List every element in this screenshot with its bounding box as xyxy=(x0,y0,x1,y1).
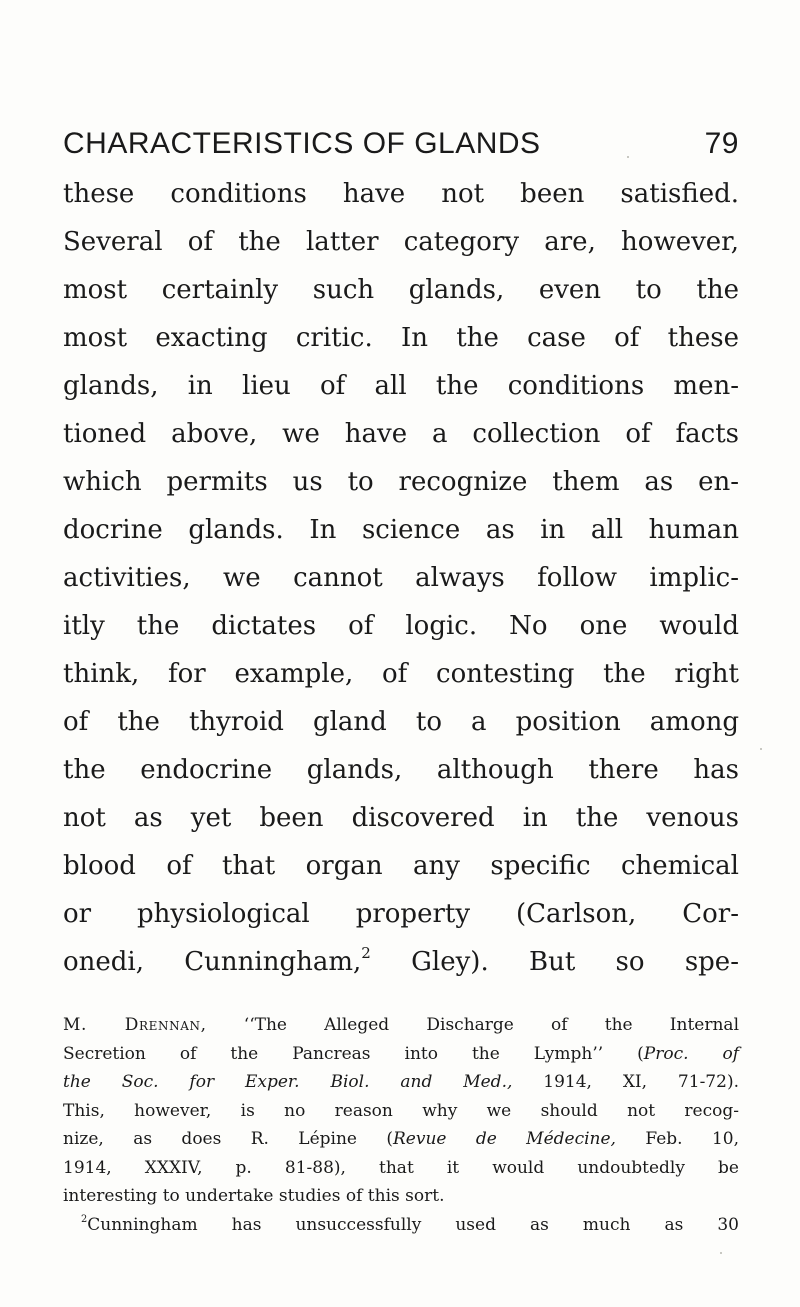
footnote-text: nize, as does R. Lépine ( xyxy=(63,1129,393,1149)
body-text xyxy=(63,170,739,986)
body-line: not as yet been discovered in the venous xyxy=(63,803,739,833)
journal-title: Proc. of xyxy=(643,1043,740,1064)
footnote-text: Secretion of the Pancreas into the Lymph’’ ( xyxy=(63,1043,644,1064)
journal-title: the Soc. for Exper. Biol. and Med., xyxy=(63,1072,513,1092)
footnote-line xyxy=(63,1068,739,1097)
paper-speck xyxy=(627,156,629,158)
footnote-text: ‘‘The Alleged Discharge of the Internal xyxy=(206,1015,740,1035)
footnote-text: Feb. 10, xyxy=(615,1129,739,1149)
body-text-segment: Gley). But so spe- xyxy=(370,947,739,977)
footnote-line xyxy=(63,1040,739,1069)
footnotes xyxy=(63,1011,739,1239)
body-line: most certainly such glands, even to the xyxy=(63,275,739,305)
body-line: of the thyroid gland to a position among xyxy=(63,707,739,737)
footnote-reference-2: 2 xyxy=(361,943,371,962)
footnote-text: Cunningham has unsuccessfully used as much as 30 xyxy=(87,1214,739,1235)
paper-speck xyxy=(720,1252,722,1254)
body-line-with-footnote-ref xyxy=(63,938,739,986)
body-line: or physiological property (Carlson, Cor- xyxy=(63,899,739,929)
body-line: these conditions have not been satisfied. xyxy=(63,179,739,209)
body-line: docrine glands. In science as in all human xyxy=(63,515,739,545)
running-head-title: CHARACTERISTICS OF GLANDS xyxy=(63,127,541,160)
running-head xyxy=(63,124,739,164)
footnote-2 xyxy=(63,1211,739,1240)
footnote-line xyxy=(63,1011,739,1040)
body-line: the endocrine glands, although there has xyxy=(63,755,739,785)
body-line: think, for example, of contesting the right xyxy=(63,659,739,689)
footnote-author: M. Drennan, xyxy=(63,1015,207,1035)
body-line: which permits us to recognize them as en- xyxy=(63,467,739,497)
footnote-line: 1914, XXXIV, p. 81-88), that it would undoubtedly be xyxy=(63,1157,739,1178)
footnote-text: 1914, XI, 71-72). xyxy=(512,1072,739,1092)
body-line: Several of the latter category are, however, xyxy=(63,227,739,257)
body-line: blood of that organ any specific chemical xyxy=(63,851,739,881)
footnote-line xyxy=(63,1125,739,1154)
footnote-marker-2: 2 xyxy=(81,1213,88,1225)
body-line: activities, we cannot always follow implic- xyxy=(63,563,739,593)
footnote-line: This, however, is no reason why we should not recog- xyxy=(63,1100,739,1121)
body-text-segment: onedi, Cunningham, xyxy=(63,947,362,977)
body-line: itly the dictates of logic. No one would xyxy=(63,611,739,641)
body-line: most exacting critic. In the case of these xyxy=(63,323,739,353)
footnote-line: interesting to undertake studies of this sort. xyxy=(63,1186,445,1206)
body-line: tioned above, we have a collection of facts xyxy=(63,419,739,449)
journal-title: Revue de Médecine, xyxy=(393,1129,616,1149)
page-number: 79 xyxy=(704,127,739,160)
paper-speck xyxy=(760,748,762,750)
body-line: glands, in lieu of all the conditions men- xyxy=(63,371,739,401)
